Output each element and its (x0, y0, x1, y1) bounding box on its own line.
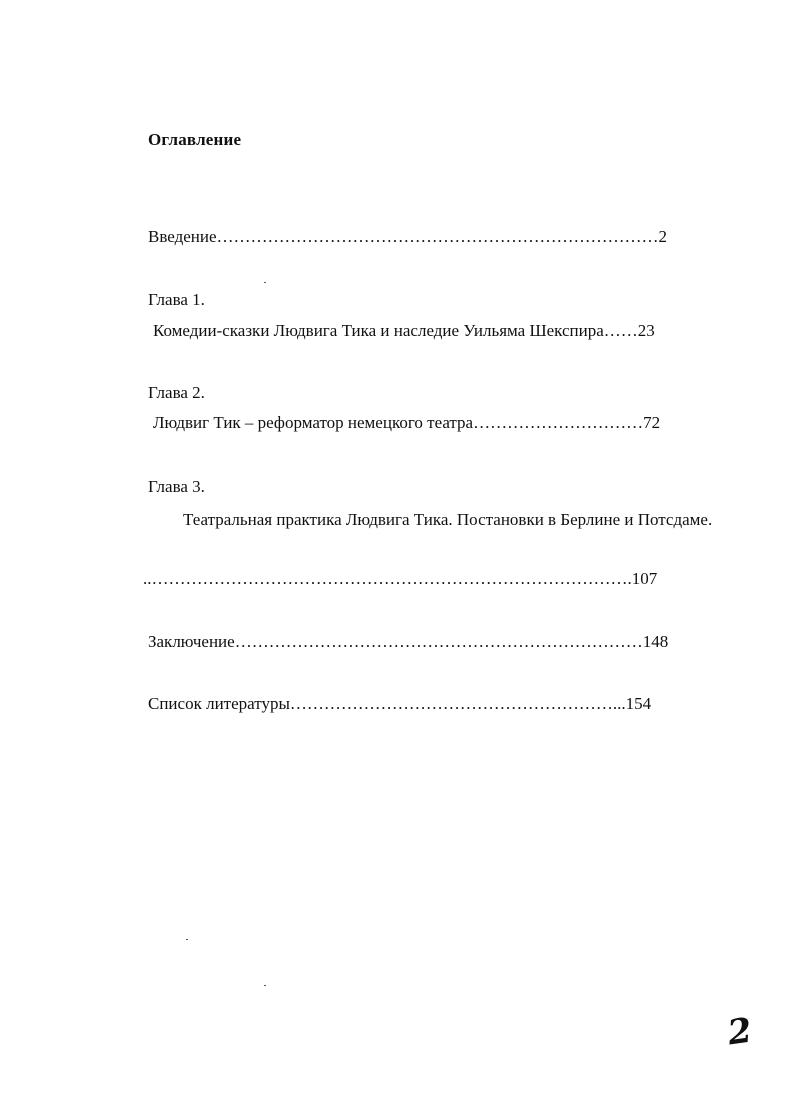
chapter-2-label: Глава 2. (148, 383, 205, 402)
chapter-3-title: Театральная практика Людвига Тика. Постановки в Берлине и Потсдаме. (183, 510, 713, 529)
scan-speck (264, 282, 266, 283)
scan-speck (186, 939, 188, 940)
handwritten-page-number: 2 (725, 1010, 755, 1054)
chapter-1-label: Глава 1. (148, 290, 205, 309)
toc-entry-conclusion: Заключение………………………………………………………………148 (148, 632, 669, 651)
chapter-1-title: Комедии-сказки Людвига Тика и наследие Уильяма Шекспира……23 (153, 321, 655, 340)
chapter-3-label: Глава 3. (148, 477, 205, 496)
toc-heading: Оглавление (148, 130, 242, 149)
chapter-2-title: Людвиг Тик – реформатор немецкого театра…………………………72 (153, 413, 661, 432)
chapter-3-page-ref: ..………………………………………………………………………….107 (143, 569, 658, 588)
scan-speck (264, 985, 266, 986)
toc-entry-bibliography: Список литературы…………………………………………………...154 (148, 694, 652, 713)
toc-entry-intro: Введение……………………………………………………………………2 (148, 227, 668, 246)
